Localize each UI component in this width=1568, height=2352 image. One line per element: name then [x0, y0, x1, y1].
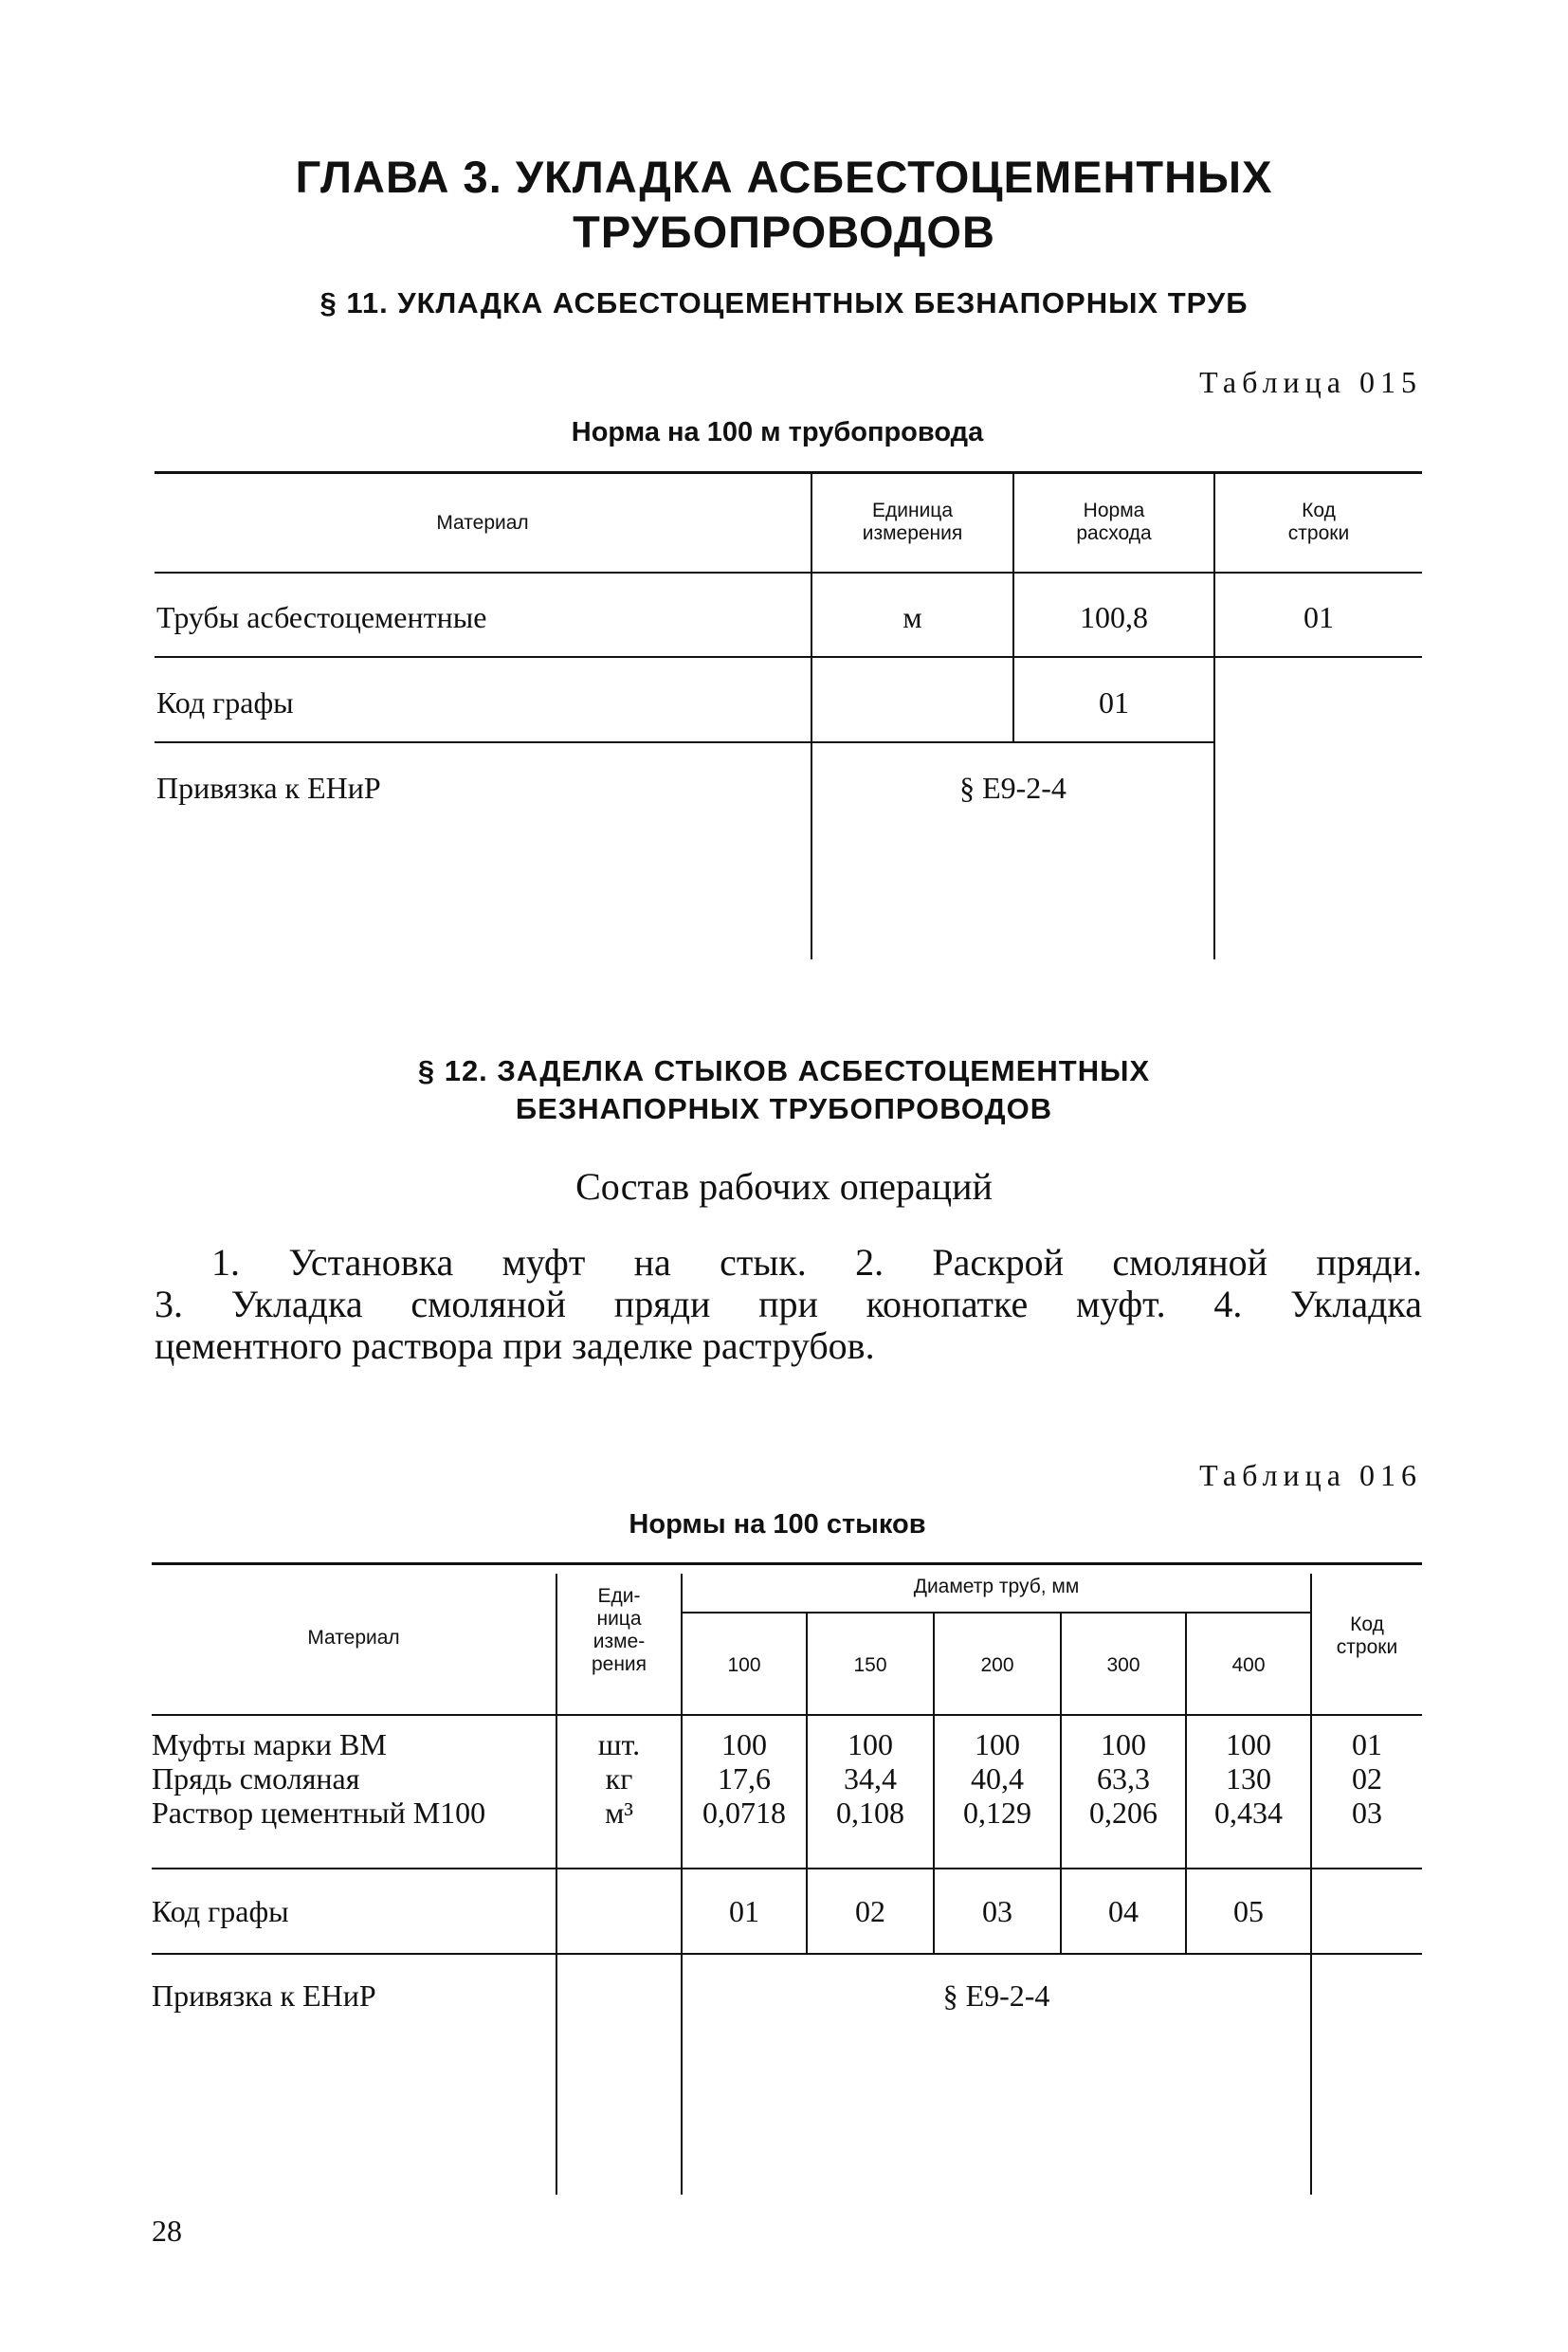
table015-number: Таблица 015 — [1199, 365, 1422, 399]
section12-title-line2: БЕЗНАПОРНЫХ ТРУБОПРОВОДОВ — [515, 1092, 1053, 1125]
table016-row-value: 63,3 — [1097, 1761, 1150, 1796]
table016-header-rule — [152, 1714, 1422, 1716]
table016-row-material: Прядь смоляная — [152, 1761, 360, 1796]
table015-enir-label: Привязка к ЕНиР — [156, 771, 381, 805]
chapter-title — [0, 150, 1568, 260]
table016-number: Таблица 016 — [1199, 1458, 1422, 1492]
table016-header-unit-line1: Еди- — [597, 1585, 641, 1607]
table016-header-code — [1312, 1614, 1422, 1659]
table016-row-value: 0,0718 — [702, 1796, 786, 1830]
table015-header-unit-line1: Единица — [871, 500, 954, 521]
operations-line1: 1. Установка муфт на стык. 2. Раскрой смоляной пряди. — [211, 1241, 1422, 1284]
table016-top-rule — [152, 1562, 1422, 1565]
table016-row-code: 01 — [1352, 1727, 1382, 1761]
table015-row-code: 01 — [1304, 600, 1334, 634]
section12-title-line1: § 12. ЗАДЕЛКА СТЫКОВ АСБЕСТОЦЕМЕНТНЫХ — [417, 1054, 1151, 1087]
table016-header-unit-line4: рения — [591, 1653, 647, 1675]
table016-code-graph-label: Код графы — [152, 1894, 289, 1928]
table016-code-graph-value: 01 — [729, 1894, 759, 1928]
table015-row-unit: м — [903, 600, 922, 634]
table016-diameter-100: 100 — [727, 1654, 761, 1676]
table015-row-material: Трубы асбестоцементные — [156, 600, 487, 634]
chapter-title-line1: ГЛАВА 3. УКЛАДКА АСБЕСТОЦЕМЕНТНЫХ — [295, 152, 1273, 202]
table015-header-code — [1215, 500, 1422, 545]
table015-header-unit — [812, 500, 1012, 545]
table015-row-norm: 100,8 — [1080, 600, 1148, 634]
table016-code-graph-value: 05 — [1233, 1894, 1264, 1928]
table016-header-unit-line3: изме- — [593, 1631, 646, 1652]
table015-top-rule — [155, 471, 1422, 474]
table016-header-code-line2: строки — [1336, 1636, 1398, 1658]
table016-code-graph-value: 02 — [855, 1894, 885, 1928]
table016-row-value: 100 — [721, 1727, 767, 1761]
table016-row-value: 0,206 — [1089, 1796, 1158, 1830]
table016-row-value: 0,434 — [1214, 1796, 1283, 1830]
table016-row-code: 03 — [1352, 1796, 1382, 1830]
table015-header-code-line2: строки — [1287, 522, 1350, 544]
table016-enir-label: Привязка к ЕНиР — [152, 1978, 376, 2013]
table016-diameter-400: 400 — [1231, 1654, 1266, 1676]
table015-header-norm-line2: расхода — [1076, 522, 1152, 544]
table016-enir-value: § Е9-2-4 — [942, 1978, 1050, 2013]
table016-diameter-200: 200 — [980, 1654, 1014, 1676]
table015-row-rule — [155, 656, 1422, 658]
table015-code-graph-label: Код графы — [156, 685, 294, 720]
table016-row-value: 100 — [848, 1727, 893, 1761]
table016-header-code-line1: Код — [1350, 1614, 1384, 1635]
table016-header-unit — [557, 1585, 681, 1676]
table016-header-unit-line2: ница — [596, 1608, 642, 1630]
table016-row-code: 02 — [1352, 1761, 1382, 1796]
table016-row-value: 0,108 — [836, 1796, 904, 1830]
table016-row-unit: кг — [605, 1761, 633, 1796]
table016-row-value: 0,129 — [963, 1796, 1031, 1830]
table016-row-value: 17,6 — [718, 1761, 771, 1796]
table016-code-graph-value: 04 — [1108, 1894, 1139, 1928]
table015-header-unit-line2: измерения — [862, 522, 963, 544]
table016-code-rule — [152, 1953, 1422, 1955]
table015-header-material: Материал — [436, 512, 529, 534]
table016-rows-rule — [152, 1868, 1422, 1869]
table016-row-value: 40,4 — [971, 1761, 1024, 1796]
table016-row-value: 34,4 — [844, 1761, 897, 1796]
page-number: 28 — [152, 2214, 182, 2248]
table015-code-rule — [155, 741, 1213, 743]
table015-header-norm — [1014, 500, 1213, 545]
table016-header-material: Материал — [307, 1627, 400, 1649]
operations-line3: цементного раствора при заделке раструбов. — [155, 1324, 875, 1367]
operations-line2: 3. Укладка смоляной пряди при конопатке муфт. 4. Укладка — [155, 1283, 1422, 1325]
table016-row-material: Раствор цементный М100 — [152, 1796, 486, 1830]
section12-title — [0, 1052, 1568, 1128]
chapter-title-line2: ТРУБОПРОВОДОВ — [573, 207, 995, 257]
section11-title: § 11. УКЛАДКА АСБЕСТОЦЕМЕНТНЫХ БЕЗНАПОРНЫХ ТРУБ — [319, 286, 1249, 319]
table015-header-rule — [155, 572, 1422, 574]
table015-code-graph-value: 01 — [1099, 685, 1129, 720]
table016-diameter-300: 300 — [1106, 1654, 1140, 1676]
table015-enir-value: § Е9-2-4 — [959, 771, 1067, 805]
table015-header-code-line1: Код — [1302, 500, 1336, 521]
table016-row-unit: м³ — [605, 1796, 633, 1830]
table016-row-value: 130 — [1226, 1761, 1271, 1796]
table016-col-divider-code — [1310, 1574, 1312, 2195]
table016-row-value: 100 — [1226, 1727, 1271, 1761]
table016-row-value: 100 — [1101, 1727, 1146, 1761]
table016-caption: Нормы на 100 стыков — [629, 1509, 926, 1540]
table015-caption: Норма на 100 м трубопровода — [571, 417, 984, 447]
table016-diam-rule — [681, 1612, 1310, 1614]
table016-row-value: 100 — [975, 1727, 1020, 1761]
table016-code-graph-value: 03 — [982, 1894, 1012, 1928]
table015-header-norm-line1: Норма — [1083, 500, 1145, 521]
table016-header-diameter: Диаметр труб, мм — [913, 1576, 1080, 1597]
table016-row-unit: шт. — [597, 1727, 641, 1761]
table016-diameter-150: 150 — [853, 1654, 887, 1676]
table016-row-material: Муфты марки ВМ — [152, 1727, 387, 1761]
operations-title: Состав рабочих операций — [575, 1165, 993, 1208]
operations-text — [155, 1242, 1422, 1367]
